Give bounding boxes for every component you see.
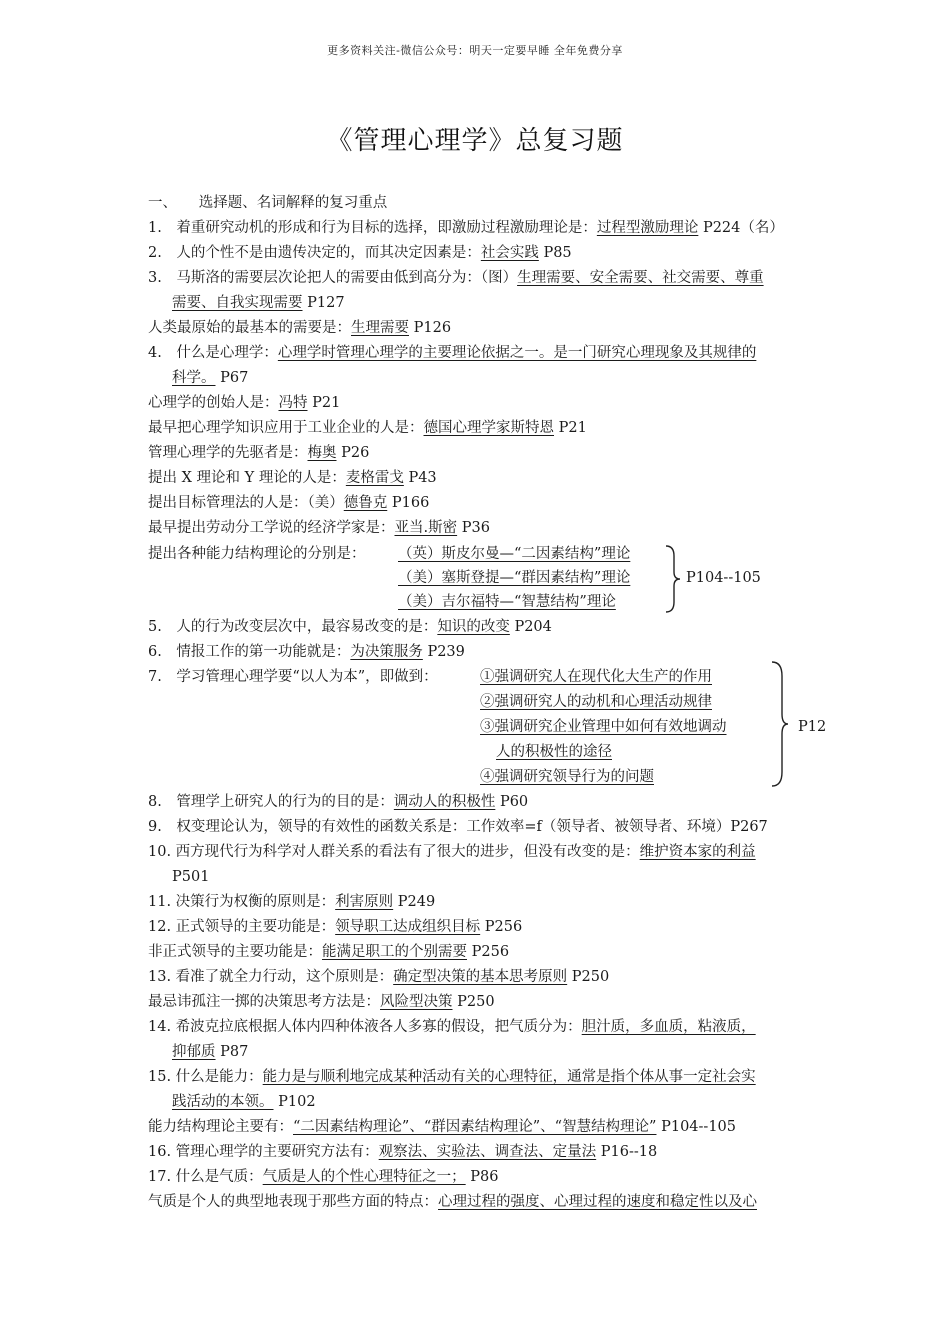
r2-label: 心理学的创始人是： [148, 395, 279, 411]
question-11 [148, 892, 435, 912]
question-14-cont [172, 1042, 248, 1062]
q3-label: 3. 马斯洛的需要层次论把人的需要由低到高分为：（图） [148, 270, 518, 286]
remark-3 [148, 418, 587, 438]
q4-label: 4. 什么是心理学： [148, 345, 278, 361]
question-9: 9. 权变理论认为，领导的有效性的函数关系是：工作效率=f（领导者、被领导者、环境）P267 [148, 819, 768, 835]
r10-label: 最忌讳孤注一掷的决策思考方法是： [148, 994, 380, 1010]
question-10 [148, 842, 756, 862]
question-4 [148, 343, 756, 363]
r7-label: 最早提出劳动分工学说的经济学家是： [148, 520, 395, 536]
q7-item-4: ④强调研究领导行为的问题 [480, 769, 654, 785]
remark-4 [148, 443, 369, 463]
r9-page: P256 [467, 944, 510, 960]
question-5 [148, 617, 552, 637]
r8-page: P104--105 [686, 570, 761, 586]
r7-answer: 亚当.斯密 [394, 520, 458, 536]
q4-page: P67 [215, 370, 249, 386]
q7-page: P12 [798, 719, 827, 735]
q8-label: 8. 管理学上研究人的行为的目的是： [148, 794, 394, 810]
q6-page: P239 [422, 644, 465, 660]
q17-page: P86 [465, 1169, 499, 1185]
r4-label: 管理心理学的先驱者是： [148, 445, 308, 461]
r6-label: 提出目标管理法的人是：（美） [148, 495, 344, 511]
right-brace-icon [664, 544, 682, 614]
q14-answer-b: 抑郁质 [172, 1044, 216, 1060]
q12-label: 12. 正式领导的主要功能是： [148, 919, 336, 935]
q11-label: 11. 决策行为权衡的原则是： [148, 894, 336, 910]
r2-page: P21 [307, 395, 341, 411]
q5-page: P204 [509, 619, 552, 635]
r10-answer: 风险型决策 [380, 994, 453, 1010]
q3-answer-b: 需要、自我实现需要 [172, 295, 303, 311]
question-4-cont [172, 368, 248, 388]
q2-page: P85 [538, 245, 572, 261]
q7-item-3-cont: 人的积极性的途径 [496, 744, 612, 760]
r11-answer: “二因素结构理论”、“群因素结构理论”、“智慧结构理论” [293, 1119, 657, 1135]
q8-answer: 调动人的积极性 [393, 794, 496, 810]
r1-label: 人类最原始的最基本的需要是： [148, 320, 351, 336]
remark-5 [148, 468, 437, 488]
r9-label: 非正式领导的主要功能是： [148, 944, 322, 960]
q16-page: P16--18 [596, 1144, 658, 1160]
r8-item-2: （美）塞斯登提—“群因素结构”理论 [398, 570, 631, 586]
right-brace-icon [770, 660, 790, 788]
q16-answer: 观察法、实验法、调查法、定量法 [378, 1144, 597, 1160]
section-heading: 一、 选择题、名词解释的复习重点 [148, 195, 388, 211]
q17-label: 17. 什么是气质： [148, 1169, 263, 1185]
r5-label: 提出 X 理论和 Y 理论的人是： [148, 470, 346, 486]
question-14 [148, 1017, 756, 1037]
q3-answer-a: 生理需要、安全需要、社交需要、尊重 [517, 270, 764, 286]
q1-answer: 过程型激励理论 [596, 220, 699, 236]
q2-label: 2. 人的个性不是由遗传决定的，而其决定因素是： [148, 245, 481, 261]
q17-answer: 气质是人的个性心理特征之一； [262, 1169, 466, 1185]
r1-answer: 生理需要 [351, 320, 409, 336]
q1-page: P224（名） [698, 220, 784, 236]
r7-page: P36 [457, 520, 490, 536]
q4-answer-b: 科学。 [172, 370, 216, 386]
page-title: 《管理心理学》总复习题 [326, 126, 624, 156]
q13-page: P250 [567, 969, 610, 985]
q15-label: 15. 什么是能力： [148, 1069, 263, 1085]
r4-answer: 梅奥 [307, 445, 337, 461]
question-7-label: 7. 学习管理心理学要“以人为本”，即做到： [148, 669, 438, 685]
q14-answer-a: 胆汁质，多血质，粘液质， [581, 1019, 756, 1035]
remark-12 [148, 1192, 757, 1212]
remark-2 [148, 393, 340, 413]
r8-item-3: （美）吉尔福特—“智慧结构”理论 [398, 594, 616, 610]
q7-item-2: ②强调研究人的动机和心理活动规律 [480, 694, 712, 710]
q6-answer: 为决策服务 [350, 644, 423, 660]
q13-answer: 确定型决策的基本思考原则 [393, 969, 568, 985]
q10-answer: 维护资本家的利益 [639, 844, 756, 860]
r9-answer: 能满足职工的个别需要 [322, 944, 467, 960]
q12-page: P256 [480, 919, 523, 935]
r4-page: P26 [336, 445, 370, 461]
q8-page: P60 [495, 794, 529, 810]
question-6 [148, 642, 465, 662]
q2-answer: 社会实践 [480, 245, 539, 261]
remark-9 [148, 942, 509, 962]
q10-label: 10. 西方现代行为科学对人群关系的看法有了很大的进步，但没有改变的是： [148, 844, 640, 860]
q4-answer-a: 心理学时管理心理学的主要理论依据之一。是一门研究心理现象及其规律的 [277, 345, 757, 361]
question-13 [148, 967, 609, 987]
remark-10 [148, 992, 495, 1012]
q11-answer: 利害原则 [335, 894, 394, 910]
r11-page: P104--105 [656, 1119, 737, 1135]
q3-page: P127 [302, 295, 345, 311]
r10-page: P250 [452, 994, 495, 1010]
question-15 [148, 1067, 756, 1087]
question-3 [148, 268, 764, 288]
q7-item-3: ③强调研究企业管理中如何有效地调动 [480, 719, 727, 735]
question-1 [148, 218, 784, 238]
r1-page: P126 [409, 320, 452, 336]
r6-page: P166 [387, 495, 430, 511]
q14-page: P87 [215, 1044, 249, 1060]
r12-answer: 心理过程的强度、心理过程的速度和稳定性以及心 [438, 1194, 757, 1210]
r8-item-1: （英）斯皮尔曼—“二因素结构”理论 [398, 546, 631, 562]
q15-page: P102 [273, 1094, 316, 1110]
q15-answer-a: 能力是与顺利地完成某种活动有关的心理特征，通常是指个体从事一定社会实 [262, 1069, 756, 1085]
question-15-cont [172, 1092, 316, 1112]
q13-label: 13. 看准了就全力行动，这个原则是： [148, 969, 394, 985]
remark-11 [148, 1117, 736, 1137]
q1-label: 1. 着重研究动机的形成和行为目标的选择，即激励过程激励理论是： [148, 220, 597, 236]
q6-label: 6. 情报工作的第一功能就是： [148, 644, 351, 660]
r12-label: 气质是个人的典型地表现于那些方面的特点： [148, 1194, 438, 1210]
remark-7 [148, 518, 490, 538]
r3-label: 最早把心理学知识应用于工业企业的人是： [148, 420, 424, 436]
q10-page: P501 [172, 869, 210, 885]
question-2 [148, 243, 572, 263]
q11-page: P249 [393, 894, 436, 910]
remark-8-label: 提出各种能力结构理论的分别是： [148, 546, 366, 562]
remark-1 [148, 318, 451, 338]
r11-label: 能力结构理论主要有： [148, 1119, 293, 1135]
q16-label: 16. 管理心理学的主要研究方法有： [148, 1144, 379, 1160]
r2-answer: 冯特 [278, 395, 308, 411]
remark-6 [148, 493, 429, 513]
q15-answer-b: 践活动的本领。 [172, 1094, 274, 1110]
r3-answer: 德国心理学家斯特恩 [423, 420, 554, 436]
question-3-cont [172, 293, 345, 313]
question-12 [148, 917, 522, 937]
q7-item-1: ①强调研究人在现代化大生产的作用 [480, 669, 712, 685]
r5-answer: 麦格雷戈 [345, 470, 404, 486]
q5-label: 5. 人的行为改变层次中，最容易改变的是： [148, 619, 438, 635]
question-16 [148, 1142, 657, 1162]
header-note: 更多资料关注-微信公众号：明天一定要早睡 全年免费分享 [327, 44, 623, 57]
r3-page: P21 [554, 420, 587, 436]
r6-answer: 德鲁克 [343, 495, 388, 511]
r5-page: P43 [403, 470, 437, 486]
q12-answer: 领导职工达成组织目标 [335, 919, 481, 935]
question-8 [148, 792, 528, 812]
q5-answer: 知识的改变 [437, 619, 510, 635]
question-17 [148, 1167, 499, 1187]
q14-label: 14. 希波克拉底根据人体内四种体液各人多寡的假设，把气质分为： [148, 1019, 582, 1035]
